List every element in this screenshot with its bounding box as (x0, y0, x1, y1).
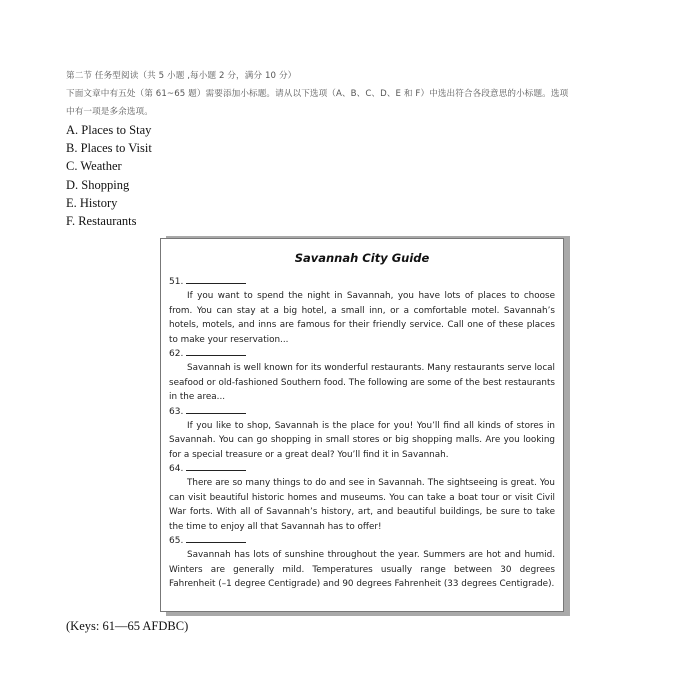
section-number-label: 65. (169, 536, 184, 546)
section-number-label: 63. (169, 406, 184, 417)
section-number (169, 462, 555, 476)
section-paragraph: Savannah is well known for its wonderful restaurants. Many restaurants serve local seafood or old-fashioned Southern food. The following are some of the best restaurants in the area... (169, 363, 555, 402)
section-paragraph: There are so many things to do and see in Savannah. The sightseeing is great. You can visit beautiful historic homes and museums. You can take a boat tour or visit Civil War forts. With all of Savannah’s history, art, and beautiful buildings, be sure to take the time to enjoy all that Savannah has to offer! (169, 478, 555, 532)
guide-title: Savannah City Guide (294, 251, 430, 265)
option-a: A. Places to Stay (66, 123, 152, 137)
section-paragraph: Savannah has lots of sunshine throughout the year. Summers are hot and humid. Winters are generally mild. Temperatures usually range between 30 degrees Fahrenheit (–1 degree Centigrade) and 90 degrees Fahrenheit (33 degrees Centigrade). (169, 550, 555, 589)
city-guide-box (160, 238, 564, 612)
instructions-header (66, 67, 656, 121)
answer-blank (186, 347, 246, 356)
option-e: E. History (66, 195, 118, 210)
instructions-line-2: 下面文章中有五处（第 61~65 题）需要添加小标题。请从以下选项（A、B、C、D、E 和 F）中选出符合各段意思的小标题。选项 (66, 89, 569, 99)
section-number (169, 347, 555, 361)
option-f: F. Restaurants (66, 214, 137, 229)
section-number-label: 51. (169, 277, 184, 287)
answer-keys: (Keys: 61—65 AFDBC) (66, 619, 189, 633)
section-paragraph: If you want to spend the night in Savannah, you have lots of places to choose from. You can stay at a big hotel, a small inn, or a comfortable motel. Savannah’s hotels, motels, and inns are famous for their friendly service. Call one of these places to make your reservation... (169, 291, 555, 345)
option-b: B. Places to Visit (66, 141, 152, 156)
option-d: D. Shopping (66, 177, 130, 192)
option-c: C. Weather (66, 159, 122, 174)
section-number-label: 64. (169, 464, 184, 474)
instructions-line-1: 第二节 任务型阅读（共 5 小题 ,每小题 2 分，满分 10 分） (66, 71, 297, 81)
answer-blank (186, 462, 246, 471)
section-number-label: 62. (169, 349, 184, 359)
answer-blank (186, 405, 246, 414)
instructions-line-3: 中有一项是多余选项。 (66, 107, 153, 117)
section-paragraph: If you like to shop, Savannah is the place for you! You’ll find all kinds of stores in Savannah. You can go shopping in small stores or big shopping malls. Are you looking for a special treasure or a great deal? You’ll find it in Savannah. (169, 420, 555, 460)
answer-blank (186, 275, 246, 284)
section-number (169, 534, 555, 548)
section-number (169, 405, 555, 419)
answer-blank (186, 534, 246, 543)
section-number (169, 275, 555, 289)
options-list (66, 121, 152, 230)
